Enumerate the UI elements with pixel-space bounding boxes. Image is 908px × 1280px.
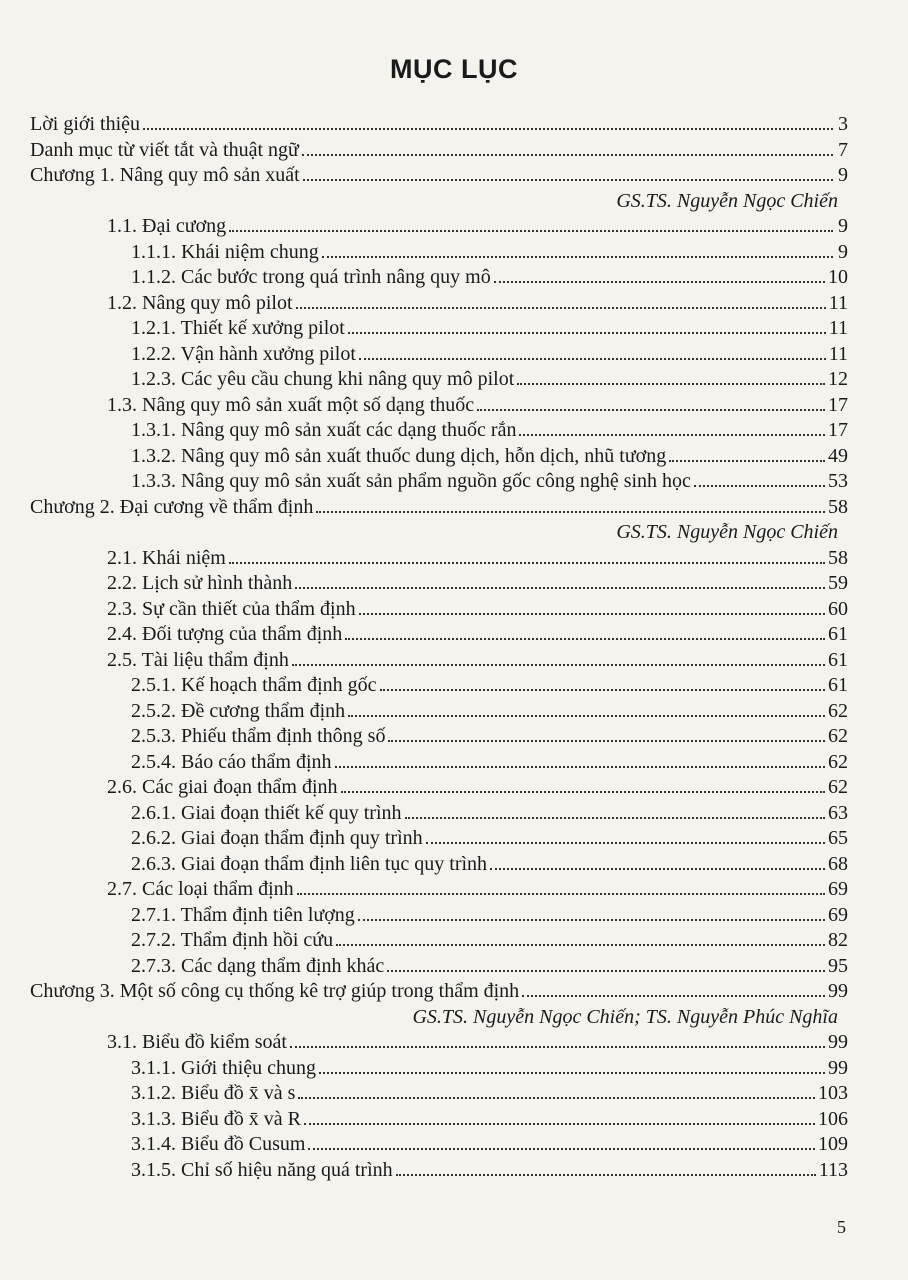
toc-entry[interactable] — [30, 622, 848, 648]
toc-entry-label: 2.7.1. Thẩm định tiên lượng — [131, 903, 355, 926]
dot-leader — [304, 1115, 815, 1125]
toc-entry-page: 11 — [828, 317, 848, 339]
toc-entry-page: 62 — [828, 725, 848, 747]
dot-leader — [302, 146, 833, 156]
toc-entry-label: 2.1. Khái niệm — [107, 546, 226, 569]
toc-entry[interactable] — [30, 928, 848, 954]
dot-leader — [348, 707, 825, 717]
toc-entry[interactable] — [30, 724, 848, 750]
toc-entry[interactable] — [30, 979, 848, 1005]
dot-leader — [517, 375, 825, 385]
toc-entry-page: 49 — [828, 444, 848, 467]
toc-entry[interactable] — [30, 1132, 848, 1158]
toc-entry-label: 1.3. Nâng quy mô sản xuất một số dạng thuốc — [107, 393, 475, 416]
dot-leader — [308, 1140, 815, 1150]
dot-leader — [298, 1089, 815, 1099]
toc-entry[interactable] — [30, 367, 848, 393]
dot-leader — [387, 962, 825, 972]
toc-entry-page: 69 — [828, 903, 848, 926]
toc-entry-page: 7 — [838, 138, 848, 161]
toc-entry-page: 9 — [838, 215, 848, 237]
toc-entry[interactable] — [30, 1158, 848, 1184]
dot-leader — [319, 1064, 825, 1074]
toc-entry-label: 2.6.2. Giai đoạn thẩm định quy trình — [131, 827, 423, 849]
dot-leader — [490, 860, 825, 870]
toc-author: GS.TS. Nguyễn Ngọc Chiến — [616, 521, 838, 543]
toc-entry-label: Danh mục từ viết tắt và thuật ngữ — [30, 138, 299, 161]
toc-entry-label: 2.5.4. Báo cáo thẩm định — [131, 750, 332, 773]
toc-entry-page: 82 — [828, 929, 848, 951]
toc-entry[interactable] — [30, 699, 848, 725]
toc-entry[interactable] — [30, 648, 848, 674]
toc-entry-label: 1.2.2. Vận hành xưởng pilot — [131, 342, 356, 365]
toc-entry-page: 10 — [828, 266, 848, 288]
toc-author: GS.TS. Nguyễn Ngọc Chiến — [616, 189, 838, 212]
dot-leader — [494, 273, 825, 283]
toc-entry-page: 69 — [828, 878, 848, 900]
toc-entry[interactable] — [30, 1030, 848, 1056]
dot-leader — [143, 120, 833, 130]
dot-leader — [295, 579, 825, 589]
toc-entry-page: 11 — [828, 342, 848, 365]
toc-entry-page: 65 — [828, 827, 848, 849]
toc-entry[interactable] — [30, 673, 848, 699]
toc-entry[interactable] — [30, 112, 848, 138]
dot-leader — [405, 809, 825, 819]
toc-entry[interactable] — [30, 316, 848, 342]
toc-entry[interactable] — [30, 954, 848, 980]
toc-author: GS.TS. Nguyễn Ngọc Chiến; TS. Nguyễn Phúc Nghĩa — [412, 1005, 838, 1028]
toc-entry-page: 62 — [828, 699, 848, 722]
toc-entry-page: 63 — [828, 801, 848, 824]
toc-entry[interactable] — [30, 214, 848, 240]
toc-entry[interactable] — [30, 571, 848, 597]
toc-entry-label: 2.5.1. Kế hoạch thẩm định gốc — [131, 674, 377, 696]
dot-leader — [316, 503, 825, 513]
toc-entry-page: 58 — [828, 495, 848, 518]
toc-entry-label: Chương 1. Nâng quy mô sản xuất — [30, 164, 300, 186]
table-of-contents — [30, 112, 848, 1183]
dot-leader — [348, 324, 826, 334]
page-title: MỤC LỤC — [390, 54, 518, 84]
dot-leader — [341, 783, 825, 793]
toc-entry-page: 3 — [838, 113, 848, 135]
toc-entry-page: 11 — [828, 291, 848, 314]
toc-entry-label: 1.2. Nâng quy mô pilot — [107, 291, 293, 314]
toc-entry-page: 113 — [818, 1158, 848, 1181]
dot-leader — [296, 299, 826, 309]
toc-entry-label: 2.5.2. Đề cương thẩm định — [131, 699, 346, 722]
toc-entry-label: 1.3.1. Nâng quy mô sản xuất các dạng thuốc rắn — [131, 419, 517, 441]
dot-leader — [297, 885, 825, 895]
dot-leader — [426, 834, 825, 844]
toc-entry-page: 61 — [828, 674, 848, 696]
toc-entry-page: 17 — [828, 419, 848, 441]
toc-entry[interactable] — [30, 826, 848, 852]
toc-entry[interactable] — [30, 240, 848, 266]
toc-entry-label: 2.7.2. Thẩm định hồi cứu — [131, 929, 334, 951]
toc-entry-page: 59 — [828, 572, 848, 594]
toc-entry[interactable] — [30, 750, 848, 776]
dot-leader — [380, 681, 826, 691]
toc-entry[interactable] — [30, 393, 848, 419]
toc-entry[interactable] — [30, 163, 848, 189]
toc-entry-label: 3.1. Biểu đồ kiểm soát — [107, 1031, 287, 1053]
toc-entry[interactable] — [30, 546, 848, 572]
toc-entry-label: 1.2.3. Các yêu cầu chung khi nâng quy mô pilot — [131, 368, 515, 390]
dot-leader — [669, 452, 825, 462]
dot-leader — [396, 1166, 816, 1176]
toc-entry[interactable] — [30, 495, 848, 521]
toc-entry-label: 2.6. Các giai đoạn thẩm định — [107, 776, 338, 798]
toc-entry-label: 1.1. Đại cương — [107, 215, 227, 237]
toc-entry-page: 106 — [818, 1107, 848, 1130]
toc-entry-page: 95 — [828, 954, 848, 977]
dot-leader — [290, 1038, 825, 1048]
toc-entry[interactable] — [30, 291, 848, 317]
dot-leader — [359, 605, 825, 615]
toc-entry[interactable] — [30, 852, 848, 878]
toc-entry-page: 68 — [828, 852, 848, 875]
toc-entry-label: 2.7.3. Các dạng thẩm định khác — [131, 954, 385, 977]
toc-entry-label: 3.1.4. Biểu đồ Cusum — [131, 1133, 306, 1155]
dot-leader — [229, 222, 833, 232]
toc-entry-label: 2.2. Lịch sử hình thành — [107, 572, 293, 594]
toc-entry-page: 103 — [818, 1082, 848, 1104]
toc-entry[interactable] — [30, 444, 848, 470]
dot-leader — [335, 758, 825, 768]
dot-leader — [345, 630, 825, 640]
toc-entry[interactable] — [30, 597, 848, 623]
toc-entry[interactable] — [30, 1107, 848, 1133]
toc-entry-label: 2.5.3. Phiếu thẩm định thông số — [131, 725, 386, 747]
toc-entry-page: 9 — [838, 164, 848, 186]
dot-leader — [322, 248, 833, 258]
dot-leader — [229, 554, 825, 564]
toc-entry[interactable] — [30, 1081, 848, 1107]
toc-entry-label: 1.3.2. Nâng quy mô sản xuất thuốc dung dịch, hỗn dịch, nhũ tương — [131, 444, 667, 467]
toc-entry-label: 1.2.1. Thiết kế xưởng pilot — [131, 317, 345, 339]
toc-entry-label: 2.3. Sự cần thiết của thẩm định — [107, 597, 356, 620]
toc-entry-label: Lời giới thiệu — [30, 113, 141, 135]
toc-entry-label: 3.1.2. Biểu đồ x̄ và s — [131, 1082, 296, 1104]
toc-entry[interactable] — [30, 801, 848, 827]
toc-entry-page: 53 — [828, 470, 848, 492]
toc-entry[interactable] — [30, 775, 848, 801]
dot-leader — [519, 426, 825, 436]
toc-entry-page: 99 — [828, 1056, 848, 1079]
toc-entry-label: 3.1.3. Biểu đồ x̄ và R — [131, 1107, 301, 1130]
toc-entry-label: 2.6.3. Giai đoạn thẩm định liên tục quy trình — [131, 852, 488, 875]
toc-entry-label: Chương 3. Một số công cụ thống kê trợ giúp trong thẩm định — [30, 980, 520, 1002]
toc-entry-page: 61 — [828, 623, 848, 645]
toc-entry-label: 2.6.1. Giai đoạn thiết kế quy trình — [131, 801, 402, 824]
dot-leader — [477, 401, 825, 411]
toc-entry-page: 12 — [828, 368, 848, 390]
toc-entry[interactable] — [30, 903, 848, 929]
toc-entry[interactable] — [30, 138, 848, 164]
dot-leader — [358, 911, 825, 921]
toc-entry-page: 99 — [828, 1031, 848, 1053]
dot-leader — [694, 477, 825, 487]
toc-entry[interactable] — [30, 265, 848, 291]
toc-entry-label: 3.1.1. Giới thiệu chung — [131, 1056, 316, 1079]
toc-entry-page: 62 — [828, 750, 848, 773]
toc-entry-page: 62 — [828, 776, 848, 798]
toc-entry-page: 109 — [818, 1133, 848, 1155]
toc-entry[interactable] — [30, 418, 848, 444]
toc-entry[interactable] — [30, 342, 848, 368]
toc-entry-page: 61 — [828, 648, 848, 671]
toc-entry-page: 99 — [828, 980, 848, 1002]
toc-entry-label: 2.7. Các loại thẩm định — [107, 878, 294, 900]
toc-entry-page: 58 — [828, 546, 848, 569]
toc-entry-label: 3.1.5. Chỉ số hiệu năng quá trình — [131, 1158, 393, 1181]
toc-entry-label: 1.1.1. Khái niệm chung — [131, 240, 319, 263]
dot-leader — [359, 350, 826, 360]
toc-entry[interactable] — [30, 877, 848, 903]
page-number: 5 — [837, 1217, 846, 1237]
toc-entry-page: 9 — [838, 240, 848, 263]
dot-leader — [388, 732, 825, 742]
toc-entry-page: 60 — [828, 597, 848, 620]
toc-entry-label: 2.4. Đối tượng của thẩm định — [107, 623, 343, 645]
toc-entry[interactable] — [30, 469, 848, 495]
dot-leader — [336, 936, 825, 946]
toc-entry-label: 1.3.3. Nâng quy mô sản xuất sản phẩm nguồn gốc công nghệ sinh học — [131, 470, 691, 492]
toc-entry-label: 1.1.2. Các bước trong quá trình nâng quy mô — [131, 266, 491, 288]
toc-entry-page: 17 — [828, 393, 848, 416]
dot-leader — [522, 987, 825, 997]
dot-leader — [303, 171, 833, 181]
dot-leader — [292, 656, 825, 666]
toc-entry-label: 2.5. Tài liệu thẩm định — [107, 648, 289, 671]
toc-entry-label: Chương 2. Đại cương về thẩm định — [30, 495, 314, 518]
toc-entry[interactable] — [30, 1056, 848, 1082]
